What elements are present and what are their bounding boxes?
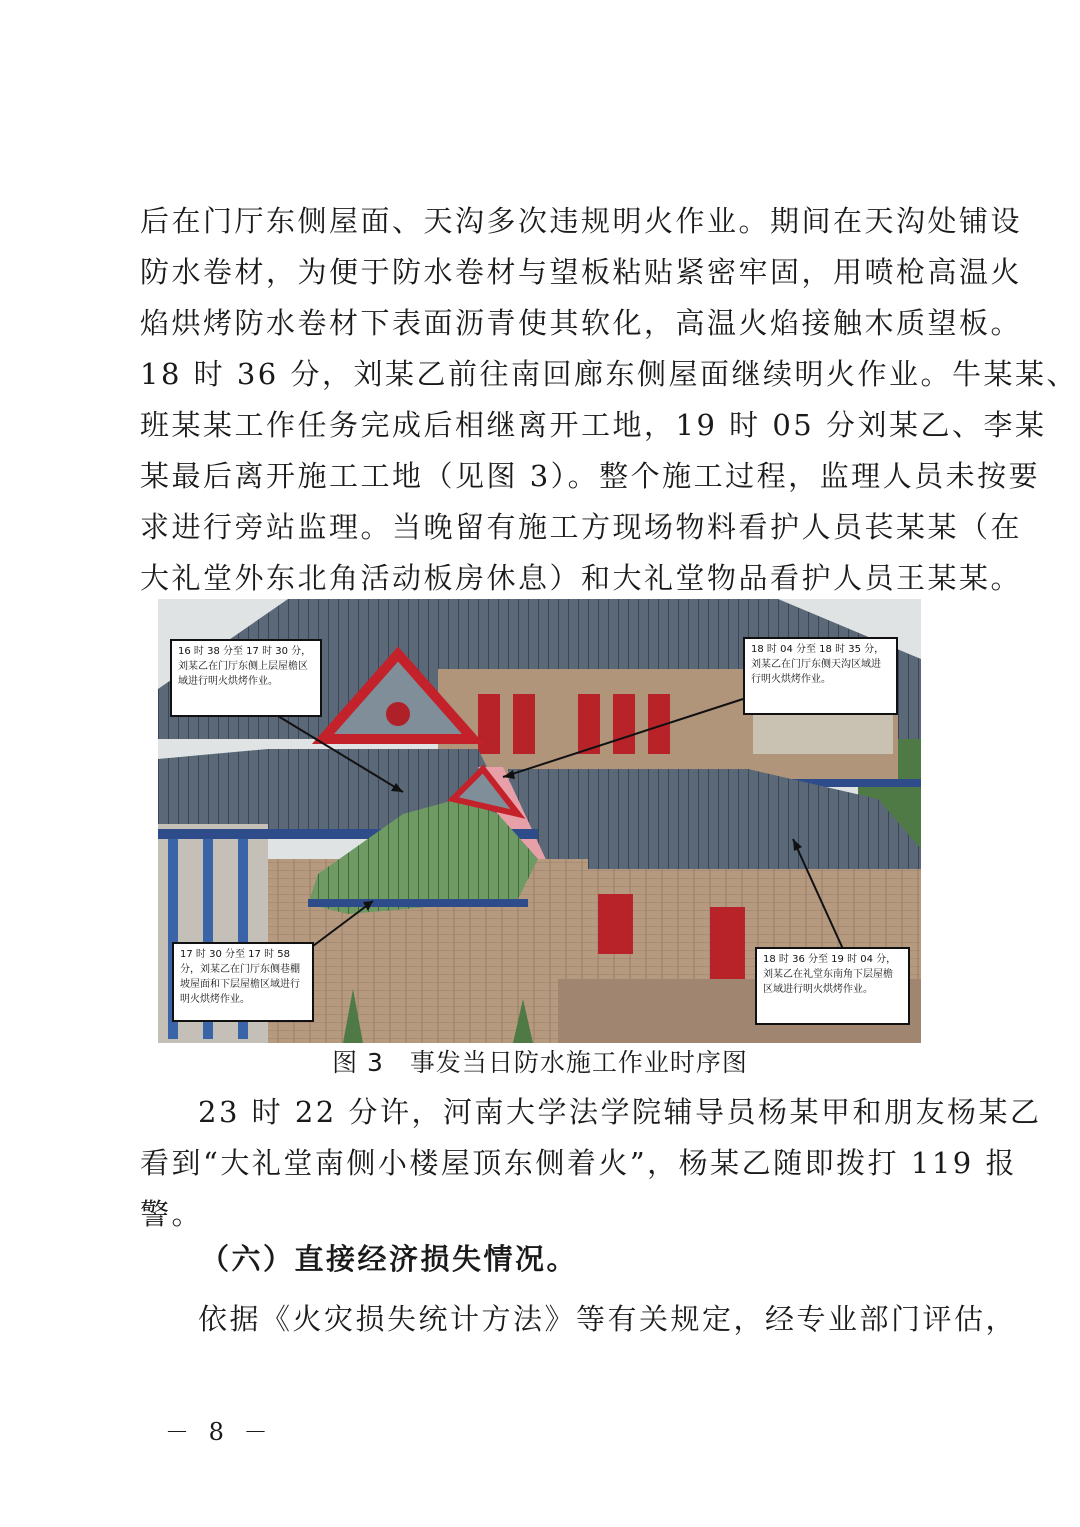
text-line: 警。 [140,1197,204,1231]
text-line: 焰烘烤防水卷材下表面沥青使其软化，高温火焰接触木质望板。 [140,306,1023,340]
text-line: 18 时 36 分，刘某乙前往南回廊东侧屋面继续明火作业。牛某某、 [140,357,1078,391]
callout-1730-1758 [172,942,314,1022]
figure-caption: 图 3 事发当日防水施工作业时序图 [332,1048,748,1077]
figure-3-building-photo [158,599,921,1043]
callout-text: 18 时 36 分至 19 时 04 分，刘某乙在礼堂东南角下层屋檐区域进行明火烘烤作业。 [763,954,897,995]
paragraph-economic-loss [140,1294,1018,1345]
text-line: 大礼堂外东北角活动板房休息）和大礼堂物品看护人员王某某。 [140,561,1023,595]
callout-text: 17 时 30 分至 17 时 58 分，刘某乙在门厅东侧巷棚坡屋面和下层屋檐区域进行明火烘烤作业。 [180,949,300,1005]
text-line: 后在门厅东侧屋面、天沟多次违规明火作业。期间在天沟处铺设 [140,204,1023,238]
paragraph-construction-timeline [140,196,1078,604]
section-heading: （六）直接经济损失情况。 [200,1242,579,1276]
callout-text: 18 时 04 分至 18 时 35 分，刘某乙在门厅东侧天沟区域进行明火烘烤作业。 [751,644,885,685]
text-line: 防水卷材，为便于防水卷材与望板粘贴紧密牢固，用喷枪高温火 [140,255,1023,289]
callout-text: 16 时 38 分至 17 时 30 分，刘某乙在门厅东侧上层屋檐区域进行明火烘烤作业。 [178,646,312,687]
callout-1638-1730 [170,639,322,717]
text-line: 看到“大礼堂南侧小楼屋顶东侧着火”，杨某乙随即拨打 119 报 [140,1146,1017,1180]
callout-1836-1904 [755,947,910,1025]
text-line: 求进行旁站监理。当晚留有施工方现场物料看护人员苌某某（在 [140,510,1023,544]
text-line: 班某某工作任务完成后相继离开工地，19 时 05 分刘某乙、李某 [140,408,1047,442]
paragraph-fire-report [140,1087,1042,1240]
text-line: 依据《火灾损失统计方法》等有关规定，经专业部门评估， [198,1302,1018,1336]
text-line: 某最后离开施工工地（见图 3）。整个施工过程，监理人员未按要 [140,459,1041,493]
text-line: 23 时 22 分许，河南大学法学院辅导员杨某甲和朋友杨某乙 [198,1095,1042,1129]
page-number: － 8 － [165,1418,274,1446]
callout-1804-1835 [743,637,898,715]
